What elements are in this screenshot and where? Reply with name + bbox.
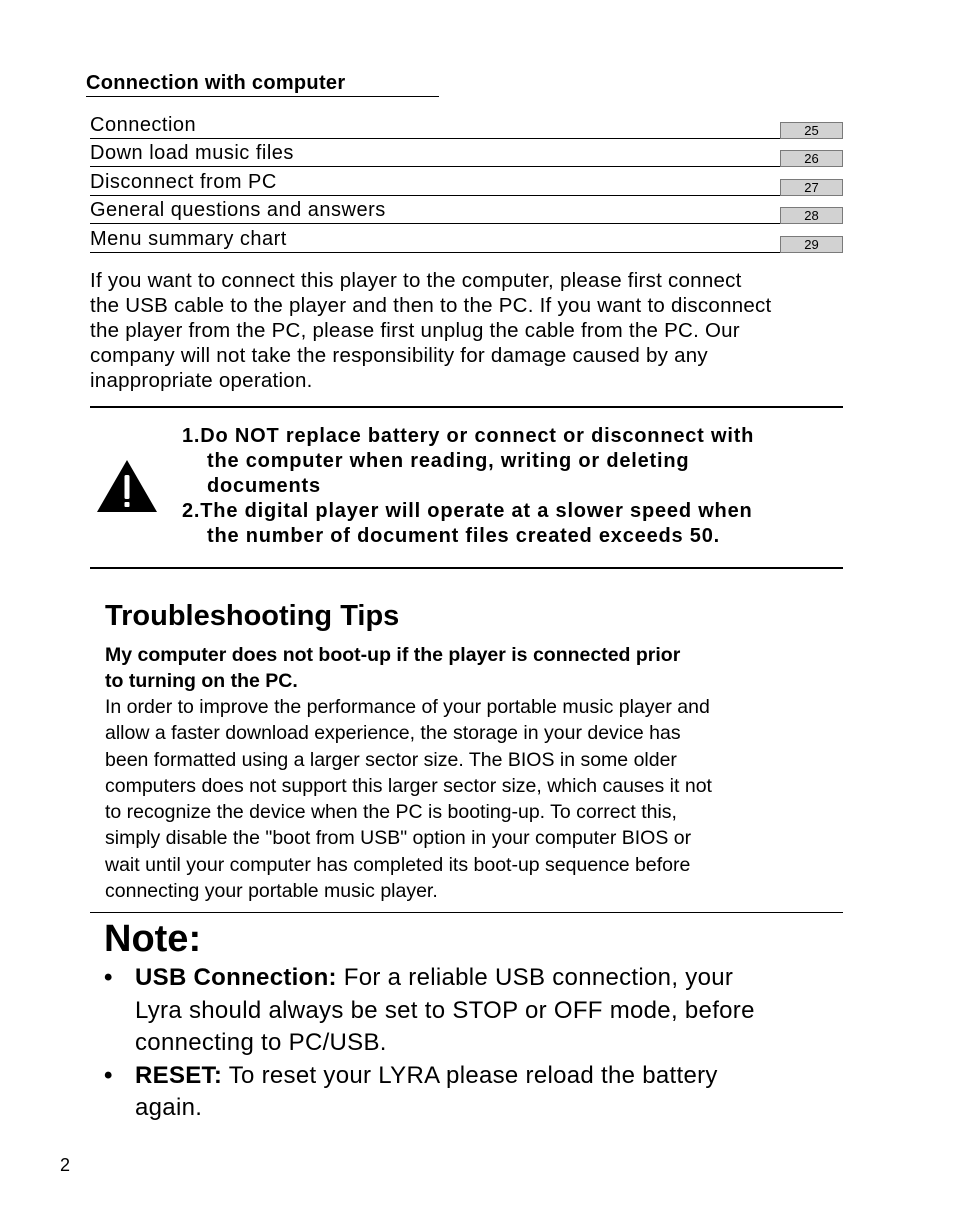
answer-line: computers does not support this larger sector size, which causes it not bbox=[105, 774, 712, 797]
warning-line: 1.Do NOT replace battery or connect or disconnect with bbox=[182, 425, 755, 447]
troubleshooting-title: Troubleshooting Tips bbox=[105, 600, 400, 632]
toc-page-number: 26 bbox=[780, 150, 843, 167]
toc-row bbox=[90, 224, 843, 253]
warning-line: the computer when reading, writing or deleting bbox=[207, 450, 690, 472]
toc-page-number: 28 bbox=[780, 207, 843, 224]
warning-list bbox=[182, 424, 842, 549]
section-title-underline bbox=[86, 96, 439, 97]
answer-line: simply disable the "boot from USB" option in your computer BIOS or bbox=[105, 827, 692, 850]
note-list bbox=[104, 962, 844, 1125]
intro-line: company will not take the responsibility for damage caused by any bbox=[90, 344, 708, 367]
troubleshooting-question bbox=[105, 642, 845, 694]
page-number: 2 bbox=[60, 1155, 71, 1175]
answer-line: In order to improve the performance of your portable music player and bbox=[105, 696, 710, 718]
note-item-reset bbox=[104, 1060, 844, 1125]
warning-line: 2.The digital player will operate at a slower speed when bbox=[182, 500, 753, 522]
warning-bottom-divider bbox=[90, 567, 843, 569]
toc-page-number: 27 bbox=[780, 179, 843, 196]
toc-label: General questions and answers bbox=[90, 199, 386, 221]
answer-line: to recognize the device when the PC is booting-up. To correct this, bbox=[105, 801, 677, 824]
toc-page-number: 25 bbox=[780, 122, 843, 139]
answer-line: connecting your portable music player. bbox=[105, 880, 438, 903]
warning-top-divider bbox=[90, 406, 843, 408]
intro-line: the player from the PC, please first unplug the cable from the PC. Our bbox=[90, 319, 740, 342]
toc-row bbox=[90, 139, 843, 168]
toc-page-number: 29 bbox=[780, 236, 843, 253]
note-item-text: connecting to PC/USB. bbox=[135, 1029, 387, 1056]
warning-line: documents bbox=[207, 475, 321, 497]
note-item-text: Lyra should always be set to STOP or OFF mode, before bbox=[135, 996, 755, 1024]
bullet-icon: • bbox=[104, 964, 113, 991]
answer-line: wait until your computer has completed its boot-up sequence before bbox=[105, 853, 691, 876]
note-item-text: To reset your LYRA please reload the battery bbox=[222, 1061, 718, 1089]
toc-label: Connection bbox=[90, 113, 197, 136]
intro-paragraph bbox=[90, 268, 870, 393]
intro-line: If you want to connect this player to the computer, please first connect bbox=[90, 269, 742, 292]
table-of-contents bbox=[90, 110, 843, 253]
note-item-usb-connection bbox=[104, 962, 844, 1060]
toc-row bbox=[90, 196, 843, 225]
note-title: Note: bbox=[104, 918, 202, 960]
troubleshooting-answer bbox=[105, 694, 845, 904]
warning-triangle-icon bbox=[96, 458, 158, 514]
bullet-icon: • bbox=[104, 1061, 113, 1089]
warning-line: the number of document files created exceeds 50. bbox=[207, 525, 720, 547]
intro-line: inappropriate operation. bbox=[90, 369, 313, 392]
note-item-label: RESET: bbox=[135, 1061, 223, 1089]
note-divider bbox=[90, 912, 843, 913]
note-item-text: For a reliable USB connection, your bbox=[336, 964, 734, 991]
intro-line: the USB cable to the player and then to the PC. If you want to disconnect bbox=[90, 294, 772, 317]
note-item-label: USB Connection: bbox=[135, 964, 337, 991]
answer-line: been formatted using a larger sector size. The BIOS in some older bbox=[105, 748, 677, 771]
toc-row bbox=[90, 110, 843, 139]
toc-row bbox=[90, 167, 843, 196]
note-item-text: again. bbox=[135, 1094, 203, 1121]
toc-label: Menu summary chart bbox=[90, 227, 287, 250]
answer-line: allow a faster download experience, the storage in your device has bbox=[105, 722, 681, 745]
toc-label: Down load music files bbox=[90, 142, 294, 164]
toc-label: Disconnect from PC bbox=[90, 170, 277, 193]
section-title: Connection with computer bbox=[86, 72, 346, 94]
question-line: to turning on the PC. bbox=[105, 670, 298, 692]
question-line: My computer does not boot-up if the player is connected prior bbox=[105, 644, 681, 666]
